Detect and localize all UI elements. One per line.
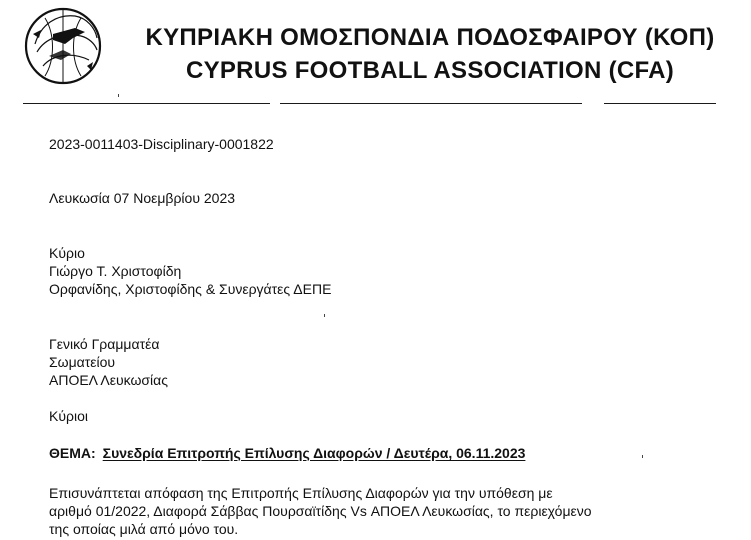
subject-label: ΘΕΜΑ: — [49, 445, 96, 461]
header-divider — [280, 103, 582, 104]
scan-artifact — [642, 455, 643, 458]
scan-artifact — [324, 314, 325, 317]
header-divider — [604, 103, 716, 104]
association-name-greek: ΚΥΠΡΙΑΚΗ ΟΜΟΣΠΟΝΔΙΑ ΠΟΔΟΣΦΑΙΡΟΥ (ΚΟΠ) — [145, 24, 715, 51]
recipient-title: Γενικό Γραμματέα — [49, 336, 160, 352]
cfa-football-map-emblem-icon — [23, 4, 103, 88]
subject-line — [49, 445, 525, 462]
recipient-club: ΑΠΟΕΛ Λευκωσίας — [49, 372, 168, 388]
body-line: της οποίας μιλά από μόνο του. — [49, 521, 239, 537]
recipient-salutation: Κύριο — [49, 245, 85, 261]
place-and-date: Λευκωσία 07 Νοεμβρίου 2023 — [49, 190, 236, 206]
reference-number: 2023-0011403-Disciplinary-0001822 — [49, 136, 274, 152]
recipient-name: Γιώργο Τ. Χριστοφίδη — [49, 263, 182, 279]
recipient-firm: Ορφανίδης, Χριστοφίδης & Συνεργάτες ΔΕΠΕ — [49, 281, 332, 297]
cfa-logo — [23, 4, 103, 88]
recipient-organization: Σωματείου — [49, 354, 116, 370]
body-line: Επισυνάπτεται απόφαση της Επιτροπής Επίλυσης Διαφορών για την υπόθεση με — [49, 485, 553, 501]
body-line: αριθμό 01/2022, Διαφορά Σάββας Πουρσαϊτίδης Vs ΑΠΟΕΛ Λευκωσίας, το περιεχόμενο — [49, 503, 592, 519]
header-divider — [23, 103, 270, 104]
greeting: Κύριοι — [49, 408, 88, 424]
subject-text: Συνεδρία Επιτροπής Επίλυσης Διαφορών / Δευτέρα, 06.11.2023 — [102, 445, 526, 461]
scan-artifact — [118, 94, 119, 97]
association-name-english: CYPRUS FOOTBALL ASSOCIATION (CFA) — [185, 57, 675, 84]
